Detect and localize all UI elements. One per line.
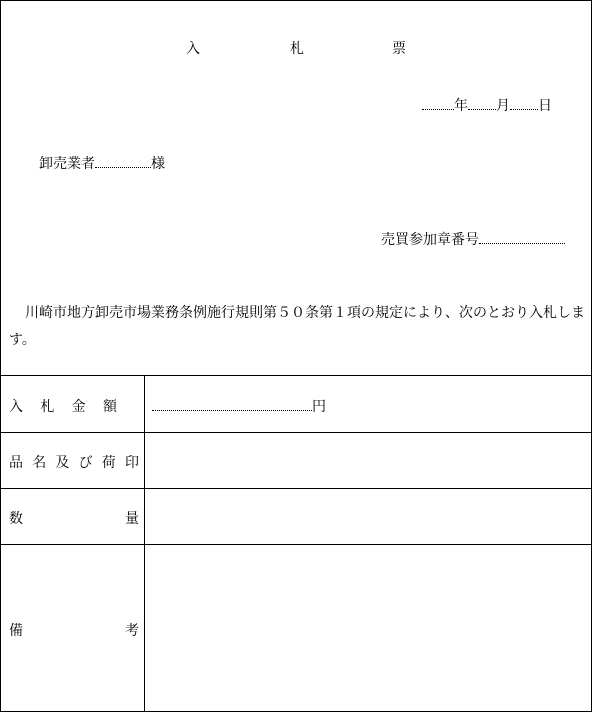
month-label: 月 bbox=[496, 98, 510, 114]
recipient-line bbox=[39, 153, 165, 173]
bid-amount-blank[interactable] bbox=[152, 398, 312, 411]
day-blank[interactable] bbox=[510, 97, 538, 110]
label-char: 札 bbox=[40, 399, 55, 415]
label-char: 印 bbox=[124, 455, 139, 471]
label-char: 入 bbox=[9, 399, 23, 415]
label-char: 金 bbox=[71, 399, 86, 415]
label-char: 荷 bbox=[101, 455, 116, 471]
label-char: び bbox=[78, 455, 93, 471]
row-divider bbox=[0, 432, 592, 433]
recipient-prefix: 卸売業者 bbox=[39, 156, 95, 172]
participant-number-line bbox=[381, 229, 565, 249]
bid-amount-label bbox=[9, 396, 117, 416]
label-char: 考 bbox=[125, 623, 139, 639]
product-mark-label bbox=[9, 452, 139, 472]
month-blank[interactable] bbox=[468, 97, 496, 110]
table-top-border bbox=[0, 375, 592, 376]
row-divider bbox=[0, 488, 592, 489]
year-blank[interactable] bbox=[422, 97, 454, 110]
label-char: 額 bbox=[102, 399, 117, 415]
date-line bbox=[422, 95, 552, 115]
label-char: 量 bbox=[125, 511, 139, 527]
participant-number-label: 売買参加章番号 bbox=[381, 232, 479, 248]
label-char: 名 bbox=[32, 455, 47, 471]
row-divider bbox=[0, 544, 592, 545]
recipient-suffix: 様 bbox=[151, 156, 165, 172]
day-label: 日 bbox=[538, 98, 552, 114]
column-divider bbox=[144, 375, 145, 712]
title-char: 札 bbox=[290, 41, 304, 57]
label-char: 品 bbox=[9, 455, 23, 471]
label-char: 備 bbox=[9, 623, 23, 639]
year-label: 年 bbox=[454, 98, 468, 114]
participant-number-blank[interactable] bbox=[479, 231, 565, 244]
bid-amount-field bbox=[152, 396, 326, 416]
label-char: 及 bbox=[55, 455, 70, 471]
title-char: 入 bbox=[186, 41, 200, 57]
remarks-label bbox=[9, 620, 139, 640]
quantity-label bbox=[9, 508, 139, 528]
wholesaler-name-blank[interactable] bbox=[95, 155, 151, 168]
label-char: 数 bbox=[9, 511, 23, 527]
title-char: 票 bbox=[392, 41, 406, 57]
body-paragraph: 川崎市地方卸売市場業務条例施行規則第５０条第１項の規定により、次のとおり入札します。 bbox=[9, 305, 585, 348]
yen-unit: 円 bbox=[312, 399, 326, 415]
